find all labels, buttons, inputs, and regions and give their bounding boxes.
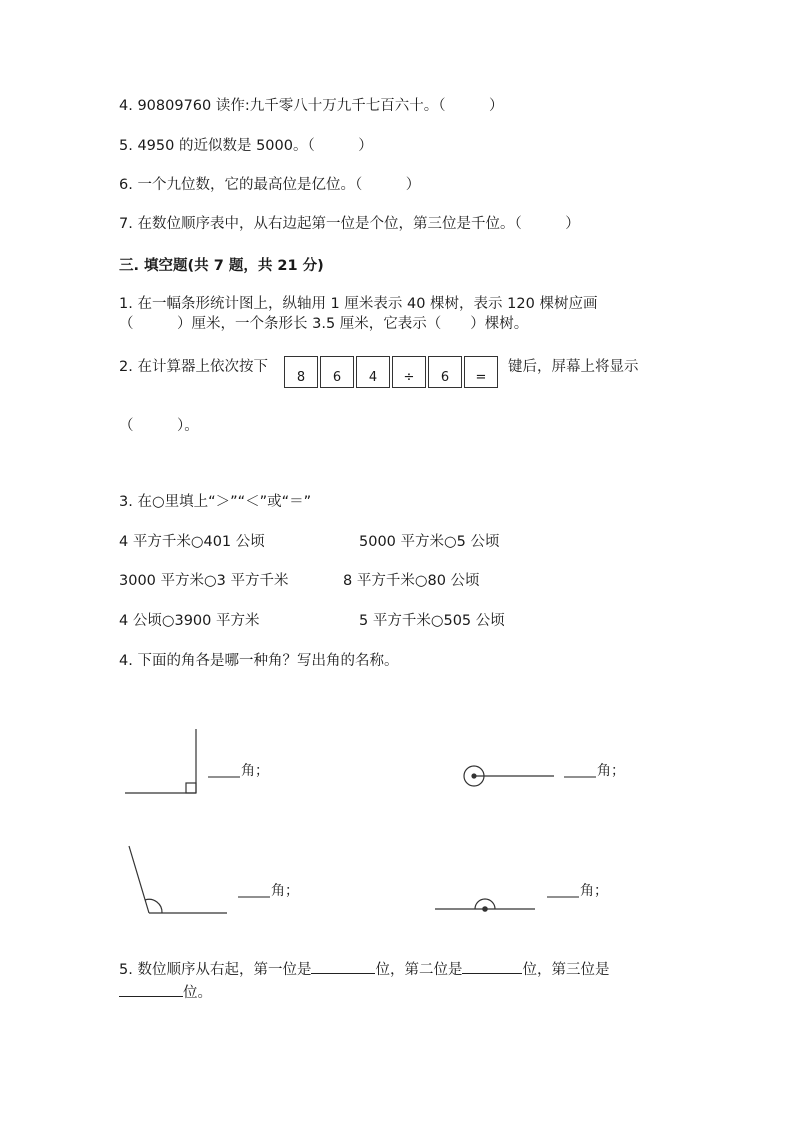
angle-label: 角； bbox=[580, 883, 608, 899]
section-title: 三. 填空题(共 7 题，共 21 分) bbox=[119, 258, 324, 274]
q4-title: 4. 下面的角各是哪一种角？写出角的名称。 bbox=[119, 653, 399, 669]
compare-item: 3000 平方米○3 平方千米 bbox=[119, 573, 289, 589]
q5-text: 位。 bbox=[183, 985, 212, 1001]
q1-line-2: （ ）厘米，一个条形长 3.5 厘米，它表示（ ）棵树。 bbox=[119, 316, 529, 332]
angle-label: 角； bbox=[271, 883, 299, 899]
calc-key: 8 bbox=[284, 356, 318, 388]
answer-blank bbox=[119, 982, 183, 997]
compare-item: 4 平方千米○401 公顷 bbox=[119, 534, 265, 550]
calc-key: 6 bbox=[428, 356, 462, 388]
q3-title: 3. 在○里填上“＞”“＜”或“＝” bbox=[119, 494, 312, 510]
answer-blank bbox=[462, 959, 522, 974]
tf-item-4: 4. 90809760 读作:九千零八十万九千七百六十。（ ） bbox=[119, 98, 504, 114]
full-angle-figure bbox=[464, 766, 554, 786]
angle-label: 角； bbox=[241, 763, 269, 779]
calc-key: ÷ bbox=[392, 356, 426, 388]
q2-prefix: 2. 在计算器上依次按下 bbox=[119, 359, 268, 375]
q5-line-1 bbox=[119, 959, 609, 980]
q2-answer-blank: （ ）。 bbox=[119, 418, 199, 434]
calc-key: = bbox=[464, 356, 498, 388]
compare-item: 8 平方千米○80 公顷 bbox=[343, 573, 480, 589]
calc-key: 4 bbox=[356, 356, 390, 388]
tf-item-5: 5. 4950 的近似数是 5000。（ ） bbox=[119, 138, 373, 154]
calc-key: 6 bbox=[320, 356, 354, 388]
straight-angle-figure bbox=[435, 899, 535, 911]
compare-item: 4 公顷○3900 平方米 bbox=[119, 613, 260, 629]
q5-text: 5. 数位顺序从右起，第一位是 bbox=[119, 962, 312, 978]
q2-suffix: 键后，屏幕上将显示 bbox=[508, 359, 639, 375]
obtuse-angle-figure bbox=[129, 846, 227, 913]
q5-text: 位，第三位是 bbox=[522, 962, 610, 978]
right-angle-figure bbox=[125, 729, 196, 793]
angle-label: 角； bbox=[597, 763, 625, 779]
answer-blank bbox=[311, 959, 375, 974]
angle-answer-lines bbox=[208, 777, 596, 897]
q1-line-1: 1. 在一幅条形统计图上，纵轴用 1 厘米表示 40 棵树，表示 120 棵树应画 bbox=[119, 296, 598, 312]
q5-line-2 bbox=[119, 982, 212, 1003]
tf-item-7: 7. 在数位顺序表中，从右边起第一位是个位，第三位是千位。（ ） bbox=[119, 216, 580, 232]
compare-item: 5 平方千米○505 公顷 bbox=[359, 613, 505, 629]
q5-text: 位，第二位是 bbox=[375, 962, 463, 978]
tf-item-6: 6. 一个九位数，它的最高位是亿位。（ ） bbox=[119, 177, 421, 193]
compare-item: 5000 平方米○5 公顷 bbox=[359, 534, 500, 550]
